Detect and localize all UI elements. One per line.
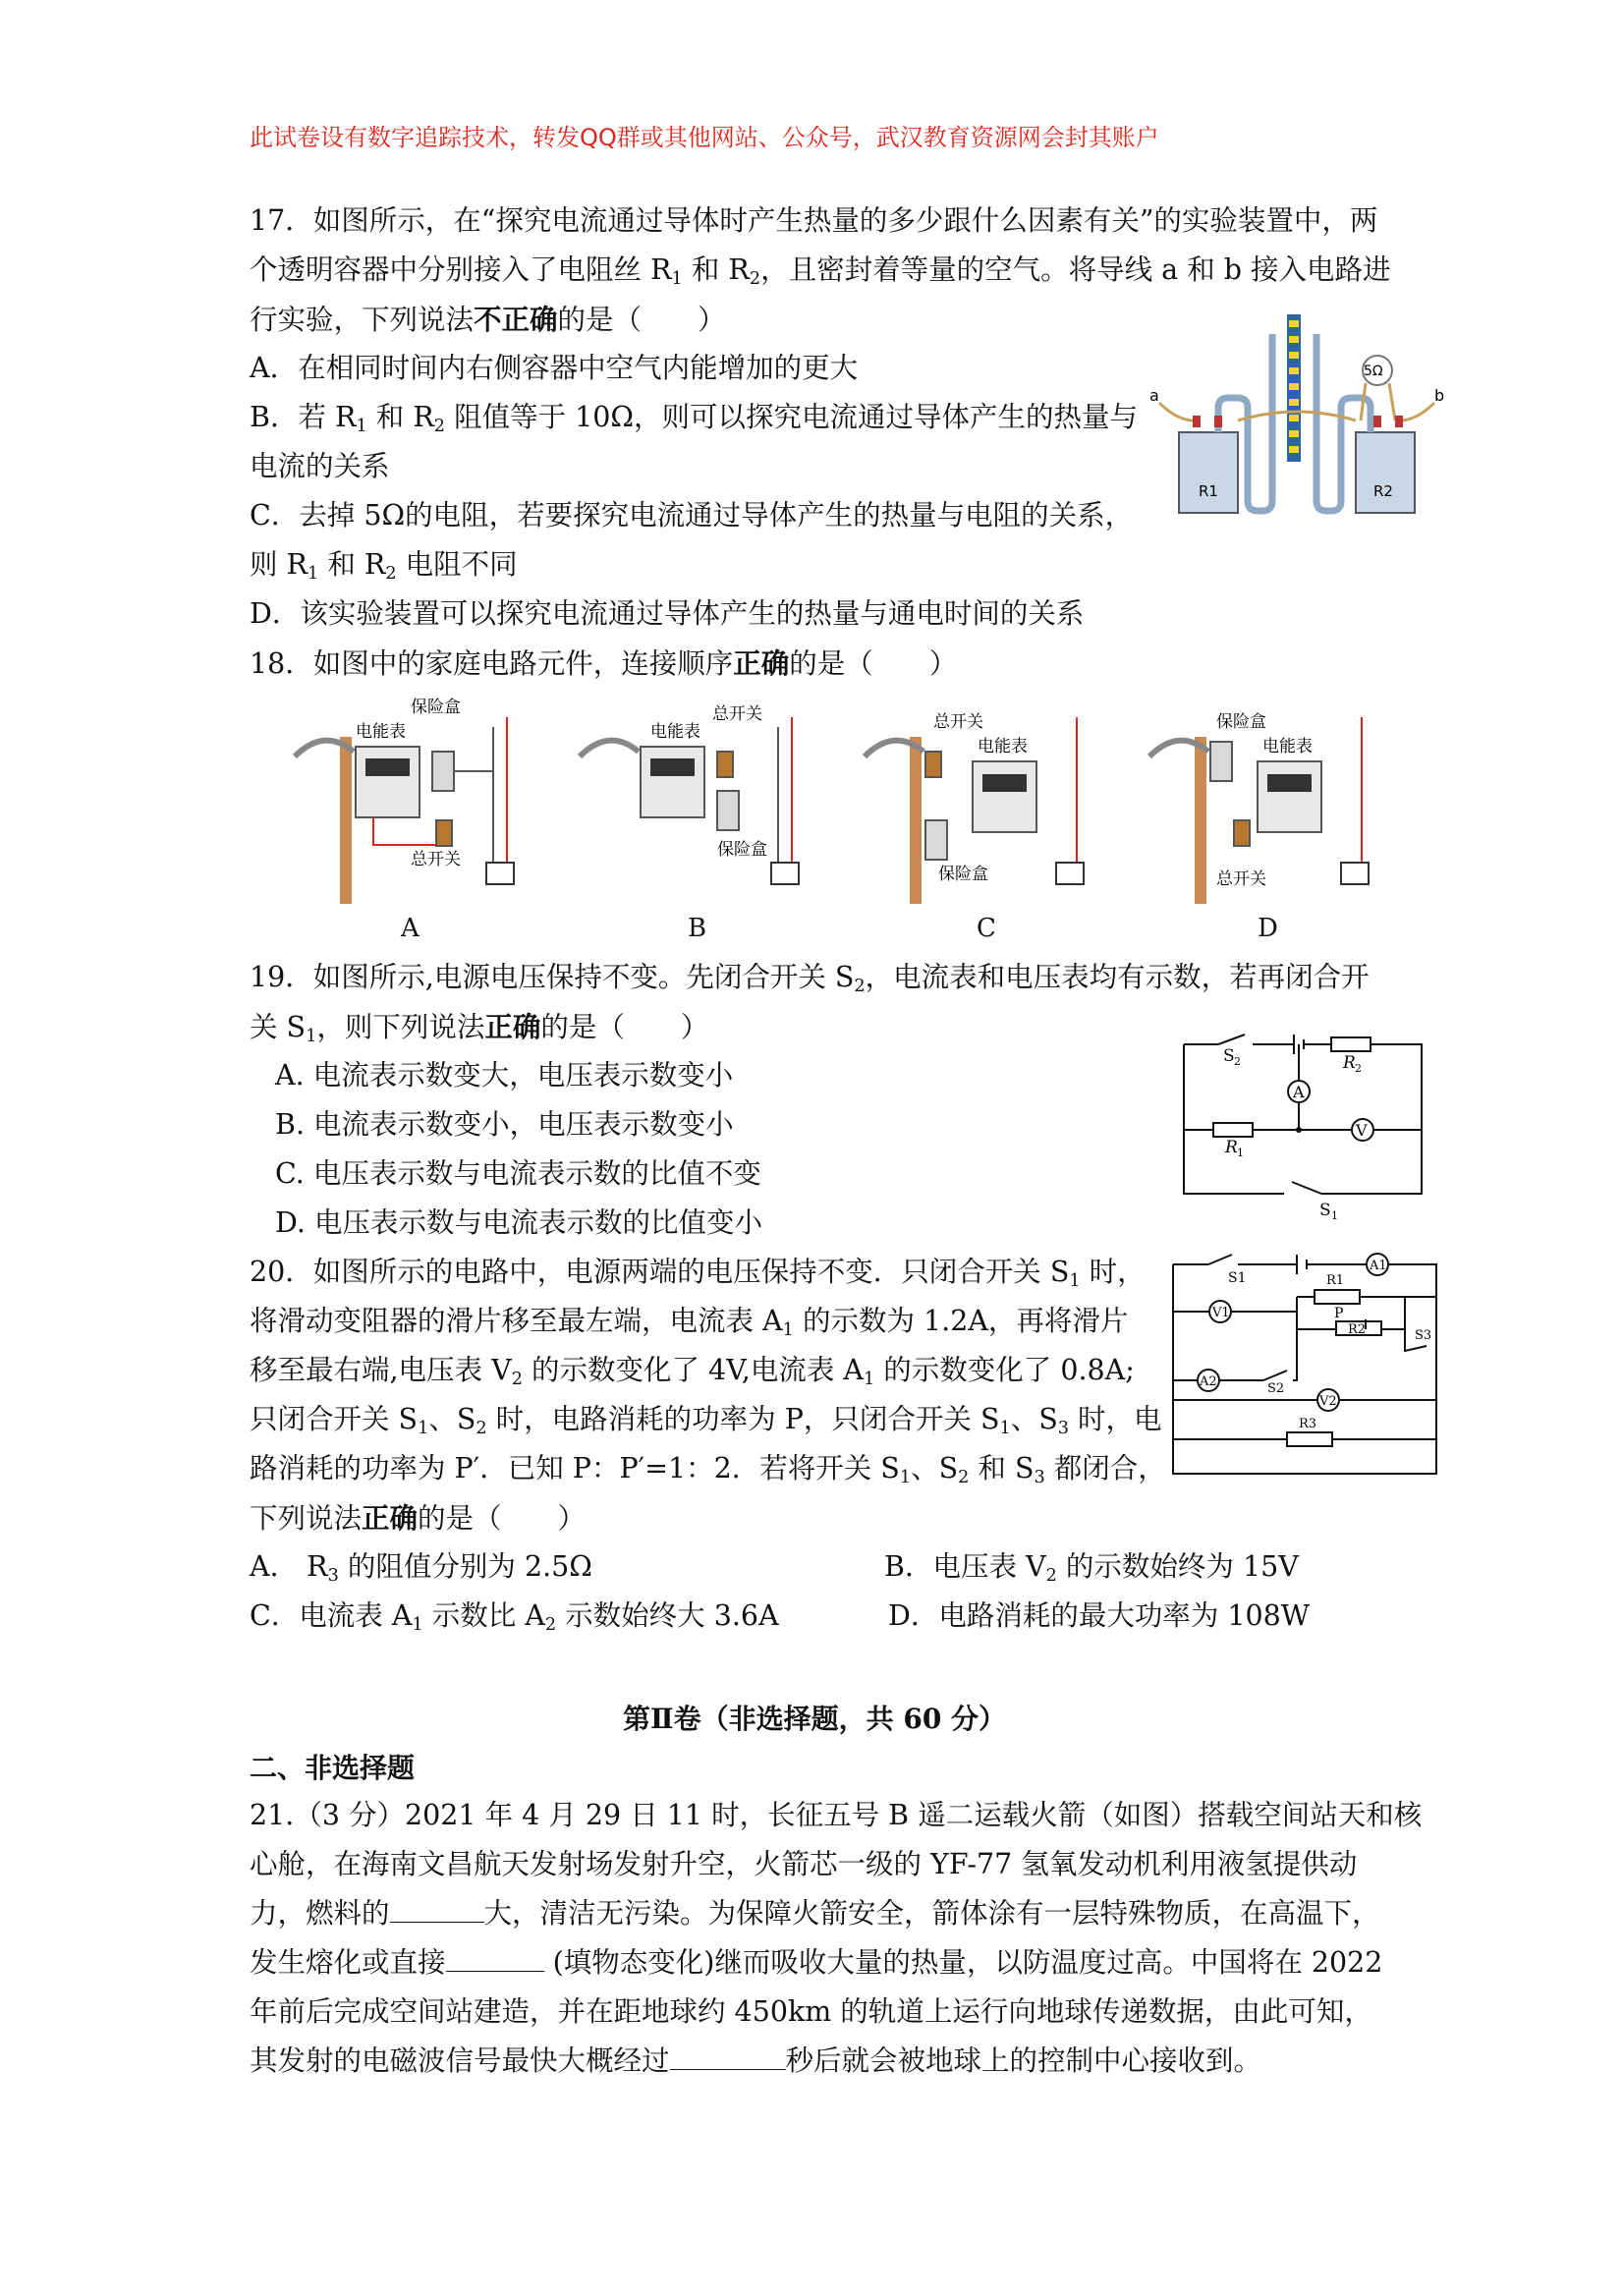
svg-text:2: 2 [1355,1062,1362,1075]
q20-figure [1169,1253,1444,1484]
svg-text:总开关: 总开关 [1216,869,1266,889]
q17-option-d: D．该实验装置可以探究电流通过导体产生的热量与通电时间的关系 [250,597,1085,630]
svg-text:A2: A2 [1200,1374,1217,1389]
q21-line4: 发生熔化或直接 (填物态变化)继而吸收大量的热量，以防温度过高。中国将在 2022 [250,1943,1382,1983]
svg-text:S2: S2 [1267,1381,1285,1396]
svg-text:R1: R1 [1199,482,1218,500]
svg-text:S: S [1223,1046,1235,1066]
answer-blank-3[interactable] [670,2042,786,2070]
svg-text:R3: R3 [1299,1417,1317,1431]
q20-line5: 路消耗的功率为 P′．已知 P：P′=1：2．若将开关 $S_1$、$S_2$ 和 $S_3$ 都闭合， [250,1452,1166,1487]
q21-line5: 年前后完成空间站建造，并在距地球约 450km 的轨道上运行向地球传递数据，由此可知， [250,1995,1372,2028]
q19-option-c: C. 电压表示数与电流表示数的比值不变 [275,1157,761,1190]
svg-text:S3: S3 [1415,1328,1432,1343]
q20-option-b: B．电压表 $V_2$ 的示数始终为 15V [884,1550,1299,1586]
svg-text:总开关: 总开关 [712,704,762,724]
q19-line1: 19．如图所示,电源电压保持不变。先闭合开关 $S_2$，电流表和电压表均有示数，若再闭合开 [250,961,1370,996]
q17-option-c: C．去掉 5Ω的电阻，若要探究电流通过导体产生的热量与电阻的关系， [250,499,1134,532]
q19-line2: 关 $S_1$，则下列说法正确的是（ ） [250,1010,709,1046]
svg-text:电能表: 电能表 [1262,737,1313,756]
svg-text:R2: R2 [1373,482,1393,500]
q18-line1: 18．如图中的家庭电路元件，连接顺序正确的是（ ） [250,646,958,680]
q19-option-a: A. 电流表示数变大，电压表示数变小 [275,1059,734,1092]
svg-text:保险盒: 保险盒 [938,865,988,884]
svg-text:保险盒: 保险盒 [717,840,767,860]
q18-label-a: A [401,914,420,943]
svg-text:a: a [1149,386,1159,405]
q20-option-d: D．电路消耗的最大功率为 108W [888,1599,1311,1632]
svg-text:V2: V2 [1319,1394,1337,1409]
svg-text:电能表: 电能表 [978,737,1028,756]
svg-text:保险盒: 保险盒 [411,698,461,717]
q20-line4: 只闭合开关 $S_1$、$S_2$ 时，电路消耗的功率为 P，只闭合开关 $S_1$、$S_3$ 时，电 [250,1403,1162,1438]
q17-option-b: B．若 $R_1$ 和 $R_2$ 阻值等于 10Ω，则可以探究电流通过导体产生的热量与 [250,401,1139,436]
q18-figure-a [285,698,531,904]
q19-option-d: D. 电压表示数与电流表示数的比值变小 [275,1206,762,1239]
q20-option-c: C．电流表 $A_1$ 示数比 $A_2$ 示数始终大 3.6A [250,1599,779,1635]
svg-text:P: P [1334,1306,1344,1321]
svg-text:电能表: 电能表 [356,722,406,742]
svg-text:A1: A1 [1370,1259,1387,1273]
q19-option-b: B. 电流表示数变小，电压表示数变小 [275,1108,734,1141]
q17-line2: 个透明容器中分别接入了电阻丝 $R_1$ 和 $R_2$，且密封着等量的空气。将导线 a 和 b 接入电路进 [250,253,1391,289]
svg-text:R: R [1225,1138,1238,1157]
svg-text:R2: R2 [1348,1322,1367,1337]
svg-text:A: A [1293,1083,1305,1101]
q18-figure-b [570,698,815,904]
answer-blank-1[interactable] [390,1894,484,1923]
q17-option-a: A．在相同时间内右侧容器中空气内能增加的更大 [250,352,859,384]
q18-label-d: D [1258,914,1278,943]
svg-text:S: S [1319,1201,1331,1220]
q18-label-c: C [977,914,996,943]
svg-text:1: 1 [1331,1209,1338,1222]
q21-line6: 其发射的电磁波信号最快大概经过 秒后就会被地球上的控制中心接收到。 [250,2042,1261,2081]
q17-option-b-cont: 电流的关系 [250,450,390,482]
q18-figure-c [855,698,1100,904]
svg-text:b: b [1434,386,1445,405]
q20-line2: 将滑动变阻器的滑片移至最左端，电流表 $A_1$ 的示数为 1.2A，再将滑片 [250,1305,1129,1340]
svg-text:总开关: 总开关 [933,712,983,732]
answer-blank-2[interactable] [446,1943,544,1972]
svg-text:保险盒: 保险盒 [1216,712,1266,732]
q19-figure [1174,1027,1434,1223]
q17-line1: 17．如图所示，在“探究电流通过导体时产生热量的多少跟什么因素有关”的实验装置中，两 [250,204,1378,237]
q17-option-c-cont: 则 $R_1$ 和 $R_2$ 电阻不同 [250,548,518,584]
q20-option-a: A． $R_3$ 的阻值分别为 2.5Ω [250,1550,592,1586]
svg-text:R1: R1 [1326,1273,1345,1288]
svg-text:2: 2 [1234,1055,1241,1068]
q21-line2: 心舱，在海南文昌航天发射场发射升空，火箭芯一级的 YF-77 氢氧发动机利用液氢提供动 [250,1848,1358,1880]
q21-line3: 力，燃料的 大，清洁无污染。为保障火箭安全，箭体涂有一层特殊物质，在高温下， [250,1894,1380,1933]
part2-title: 第Ⅱ卷（非选择题，共 60 分） [623,1703,1007,1735]
watermark: 此试卷设有数字追踪技术，转发QQ群或其他网站、公众号，武汉教育资源网会封其账户 [250,124,1159,151]
q17-figure [1149,314,1454,521]
q18-label-b: B [688,914,707,943]
svg-text:V: V [1356,1121,1368,1140]
svg-text:电能表: 电能表 [650,722,700,742]
svg-text:总开关: 总开关 [411,850,461,869]
svg-text:S1: S1 [1228,1270,1247,1286]
section-heading: 二、非选择题 [250,1752,416,1784]
q20-line1: 20．如图所示的电路中，电源两端的电压保持不变．只闭合开关 $S_1$ 时， [250,1256,1146,1291]
svg-text:5Ω: 5Ω [1364,364,1383,379]
q20-line3: 移至最右端,电压表 $V_2$ 的示数变化了 4V,电流表 $A_1$ 的示数变化了 0.8A; [250,1354,1135,1389]
svg-text:1: 1 [1237,1147,1244,1159]
svg-text:R: R [1343,1053,1356,1073]
q18-figure-d [1140,698,1385,904]
q21-line1: 21.（3 分）2021 年 4 月 29 日 11 时，长征五号 B 遥二运载火箭（如图）搭载空间站天和核 [250,1799,1423,1831]
q20-line6: 下列说法正确的是（ ） [250,1501,587,1535]
q17-line3: 行实验，下列说法不正确的是（ ） [250,303,726,336]
svg-text:V1: V1 [1212,1306,1230,1320]
